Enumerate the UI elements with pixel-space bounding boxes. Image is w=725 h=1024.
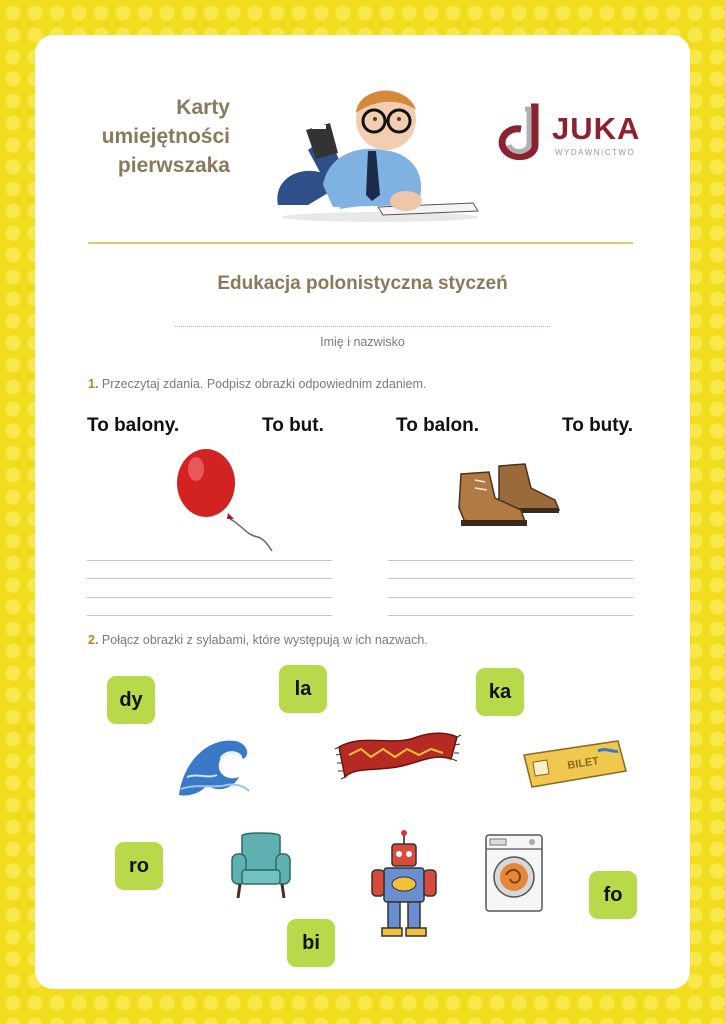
header-divider bbox=[88, 242, 633, 244]
worksheet-card bbox=[35, 35, 690, 989]
task-1-text: Przeczytaj zdania. Podpisz obrazki odpowiednim zdaniem. bbox=[98, 377, 427, 391]
syllable-tile-la[interactable]: la bbox=[279, 665, 327, 713]
writing-line-right-1[interactable] bbox=[388, 560, 633, 561]
name-field-line[interactable] bbox=[175, 326, 550, 327]
subject-title: Edukacja polonistyczna styczeń bbox=[217, 273, 508, 294]
series-title-line-1: Karty bbox=[176, 96, 230, 119]
task-1-number: 1. bbox=[88, 377, 99, 391]
writing-line-right-2[interactable] bbox=[388, 578, 633, 579]
writing-line-left-4[interactable] bbox=[87, 615, 332, 616]
juka-logo-icon bbox=[495, 103, 545, 163]
task-2-text: Połącz obrazki z sylabami, które występują w ich nazwach. bbox=[98, 633, 428, 647]
sentence-buty: To buty. bbox=[562, 415, 634, 436]
boy-illustration bbox=[268, 55, 480, 225]
series-title bbox=[95, 93, 230, 180]
sentence-but: To but. bbox=[262, 415, 324, 436]
wave-icon bbox=[177, 733, 252, 801]
publisher-logo-text: JUKA bbox=[552, 111, 641, 146]
task-1-instruction bbox=[88, 377, 426, 391]
writing-line-left-3[interactable] bbox=[87, 597, 332, 598]
task-2-instruction bbox=[88, 633, 428, 647]
sentence-balony: To balony. bbox=[87, 415, 180, 436]
balloon-icon bbox=[172, 445, 282, 555]
syllable-tile-fo[interactable]: fo bbox=[589, 871, 637, 919]
writing-line-left-1[interactable] bbox=[87, 560, 332, 561]
syllable-tile-dy[interactable]: dy bbox=[107, 676, 155, 724]
series-title-line-2: umiejętności bbox=[101, 125, 230, 148]
carpet-icon bbox=[333, 723, 463, 787]
ticket-icon bbox=[518, 733, 630, 793]
washing-machine-icon bbox=[482, 831, 546, 915]
syllable-tile-ro[interactable]: ro bbox=[115, 842, 163, 890]
writing-line-right-3[interactable] bbox=[388, 597, 633, 598]
task-2-number: 2. bbox=[88, 633, 99, 647]
writing-line-left-2[interactable] bbox=[87, 578, 332, 579]
series-title-line-3: pierwszaka bbox=[117, 154, 230, 177]
ticket-label: BILET bbox=[566, 755, 600, 772]
name-label: Imię i nazwisko bbox=[320, 335, 405, 349]
publisher-logo-subtitle: WYDAWNICTWO bbox=[555, 148, 636, 157]
syllable-tile-bi[interactable]: bi bbox=[287, 919, 335, 967]
armchair-icon bbox=[230, 830, 292, 902]
writing-line-right-4[interactable] bbox=[388, 615, 633, 616]
sentence-balon: To balon. bbox=[396, 415, 480, 436]
boots-icon bbox=[455, 460, 563, 532]
robot-icon bbox=[368, 828, 440, 940]
syllable-tile-ka[interactable]: ka bbox=[476, 668, 524, 716]
